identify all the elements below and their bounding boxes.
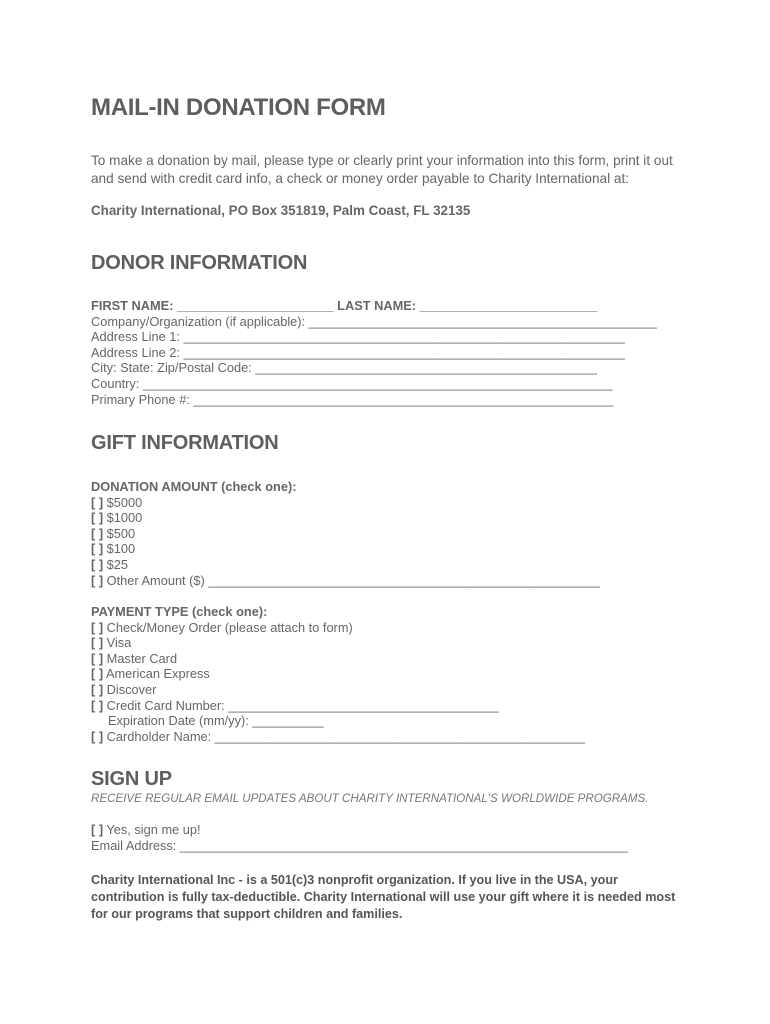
payment-option-amex[interactable] [91,666,585,682]
intro-paragraph: To make a donation by mail, please type or clearly print your information into this form, print it out and send with credit card info, a check or money order payable to Charity International at: [91,153,673,186]
checkbox[interactable]: [ ] [91,728,104,744]
checkbox[interactable]: [ ] [91,666,104,682]
amount-option-500[interactable] [91,526,600,542]
cardholder-name-field[interactable] [91,729,585,745]
sign-up-note: RECEIVE REGULAR EMAIL UPDATES ABOUT CHARITY INTERNATIONAL'S WORLDWIDE PROGRAMS. [91,792,649,805]
credit-card-number-field[interactable] [91,698,585,714]
tax-deductible-note: Charity International Inc - is a 501(c)3 nonprofit organization. If you live in the USA, your contribution is fully tax-deductible. Charity International will use your gift where it is needed most for our programs that support children and families. [91,873,676,921]
payment-label: Visa [106,635,132,651]
primary-phone-field[interactable]: Primary Phone #: ___________________________________________________________ [91,391,614,407]
payment-type-heading: PAYMENT TYPE (check one): [91,604,268,619]
payment-type-list [91,604,585,744]
mailing-address: Charity International, PO Box 351819, Palm Coast, FL 32135 [91,203,471,218]
page-title: MAIL-IN DONATION FORM [91,94,386,121]
amount-option-25[interactable] [91,557,600,573]
checkbox[interactable]: [ ] [91,619,104,635]
address-line-1-field[interactable]: Address Line 1: ______________________________________________________________ [91,329,625,345]
sign-up-option[interactable] [91,822,628,838]
payment-label: Master Card [106,650,178,666]
city-state-zip-field[interactable]: City: State: Zip/Postal Code: ________________________________________________ [91,360,597,376]
checkbox[interactable]: [ ] [91,525,104,541]
checkbox[interactable]: [ ] [91,494,104,510]
checkbox[interactable]: [ ] [91,541,104,557]
country-field[interactable]: Country: __________________________________________________________________ [91,375,613,391]
donor-fields [91,298,657,407]
gift-info-heading: GIFT INFORMATION [91,432,279,454]
amount-label: $5000 [106,494,143,510]
payment-option-mastercard[interactable] [91,651,585,667]
checkbox[interactable]: [ ] [91,650,104,666]
amount-option-100[interactable] [91,541,600,557]
name-field-line[interactable]: FIRST NAME: ______________________ LAST NAME: _________________________ [91,298,598,313]
payment-label: Check/Money Order (please attach to form) [106,619,353,635]
payment-option-visa[interactable] [91,635,585,651]
checkbox[interactable]: [ ] [91,556,104,572]
amount-label: $500 [106,525,136,541]
company-field[interactable]: Company/Organization (if applicable): _________________________________________________ [91,313,658,329]
payment-label: Credit Card Number: ______________________________________ [106,697,499,713]
sign-up-heading: SIGN UP [91,768,172,790]
payment-label: American Express [105,666,210,682]
payment-option-check[interactable] [91,620,585,636]
address-line-2-field[interactable]: Address Line 2: ______________________________________________________________ [91,344,625,360]
amount-option-other[interactable] [91,573,600,589]
checkbox[interactable]: [ ] [91,635,104,651]
expiration-date-field[interactable]: Expiration Date (mm/yy): __________ [108,713,324,729]
payment-label: Discover [106,681,157,697]
cardholder-label: Cardholder Name: ____________________________________________________ [106,728,585,744]
email-address-field[interactable]: Email Address: _______________________________________________________________ [91,837,629,853]
amount-option-1000[interactable] [91,510,600,526]
donation-amount-heading: DONATION AMOUNT (check one): [91,479,297,494]
amount-label: $1000 [106,510,143,526]
checkbox[interactable]: [ ] [91,697,104,713]
checkbox[interactable]: [ ] [91,822,104,837]
sign-up-option-label: Yes, sign me up! [106,822,201,837]
checkbox[interactable]: [ ] [91,510,104,526]
checkbox[interactable]: [ ] [91,572,104,588]
payment-option-discover[interactable] [91,682,585,698]
sign-up-fields [91,822,628,853]
amount-label: $100 [106,541,136,557]
amount-label: $25 [106,556,129,572]
donor-info-heading: DONOR INFORMATION [91,252,308,274]
donation-amount-list [91,479,600,588]
checkbox[interactable]: [ ] [91,681,104,697]
amount-label: Other Amount ($) _______________________________________________________ [106,572,600,588]
amount-option-5000[interactable] [91,495,600,511]
